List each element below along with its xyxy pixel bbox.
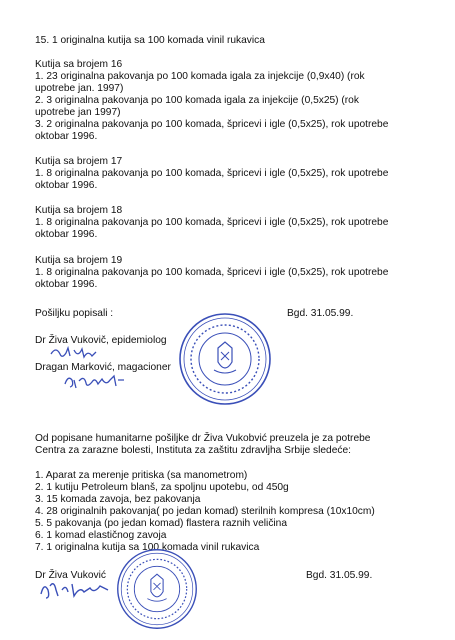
text-line: Centra za zarazne bolesti, Instituta za zaštitu zdravljha Srbije sledeće: bbox=[35, 445, 351, 456]
text-line: 3. 2 originalna pakovanja po 100 komada, špricevi i igle (0,5x25), rok upotrebe bbox=[35, 119, 389, 130]
signature-vukovic bbox=[48, 344, 108, 366]
signatory-line: Dr Živa Vukovič, epidemiolog bbox=[35, 335, 167, 346]
list-item: 1. Aparat za merenje pritiska (sa manometrom) bbox=[35, 470, 248, 481]
official-stamp bbox=[178, 312, 272, 410]
section-heading: Kutija sa brojem 17 bbox=[35, 156, 123, 167]
signature-markovic bbox=[62, 372, 128, 396]
list-item: 3. 15 komada zavoja, bez pakovanja bbox=[35, 494, 201, 505]
text-line: Pošiljku popisali : bbox=[35, 308, 114, 319]
text-line: upotrebe jan. 1997) bbox=[35, 83, 124, 94]
signature-vukovic-2 bbox=[38, 578, 118, 606]
text-line: oktobar 1996. bbox=[35, 229, 98, 240]
text-line: oktobar 1996. bbox=[35, 279, 98, 290]
date-text: Bgd. 31.05.99. bbox=[287, 308, 354, 319]
list-item: 2. 1 kutiju Petroleum blanš, za spoljnu upotebu, od 450g bbox=[35, 482, 289, 493]
official-stamp bbox=[116, 548, 198, 634]
text-line: 15. 1 originalna kutija sa 100 komada vinil rukavica bbox=[35, 35, 265, 46]
text-line: 1. 8 originalna pakovanja po 100 komada, špricevi i igle (0,5x25), rok upotrebe bbox=[35, 168, 389, 179]
section-heading: Kutija sa brojem 18 bbox=[35, 205, 123, 216]
signatory-line: Dr Živa Vuković bbox=[35, 570, 106, 581]
section-heading: Kutija sa brojem 16 bbox=[35, 59, 123, 70]
list-item: 7. 1 originalna kutija sa 100 komada vinil rukavica bbox=[35, 542, 260, 553]
list-item: 5. 5 pakovanja (po jedan komad) flastera raznih veličina bbox=[35, 518, 288, 529]
list-item: 4. 28 originalnih pakovanja( po jedan komad) sterilnih kompresa (10x10cm) bbox=[35, 506, 375, 517]
text-line: 1. 8 originalna pakovanja po 100 komada, špricevi i igle (0,5x25), rok upotrebe bbox=[35, 217, 389, 228]
signatory-line: Dragan Marković, magacioner bbox=[35, 362, 171, 373]
section-heading: Kutija sa brojem 19 bbox=[35, 255, 123, 266]
text-line: 2. 3 originalna pakovanja po 100 komada igala za injekcije (0,5x25) (rok bbox=[35, 95, 359, 106]
text-line: upotrebe jan 1997) bbox=[35, 107, 121, 118]
list-item: 6. 1 komad elastičnog zavoja bbox=[35, 530, 167, 541]
text-line: 1. 8 originalna pakovanja po 100 komada, špricevi i igle (0,5x25), rok upotrebe bbox=[35, 267, 389, 278]
text-line: oktobar 1996. bbox=[35, 180, 98, 191]
text-line: oktobar 1996. bbox=[35, 131, 98, 142]
text-line: 1. 23 originalna pakovanja po 100 komada igala za injekcije (0,9x40) (rok bbox=[35, 71, 365, 82]
date-text: Bgd. 31.05.99. bbox=[306, 570, 373, 581]
text-line: Od popisane humanitarne pošiljke dr Živa Vukobvić preuzela je za potrebe bbox=[35, 433, 371, 444]
